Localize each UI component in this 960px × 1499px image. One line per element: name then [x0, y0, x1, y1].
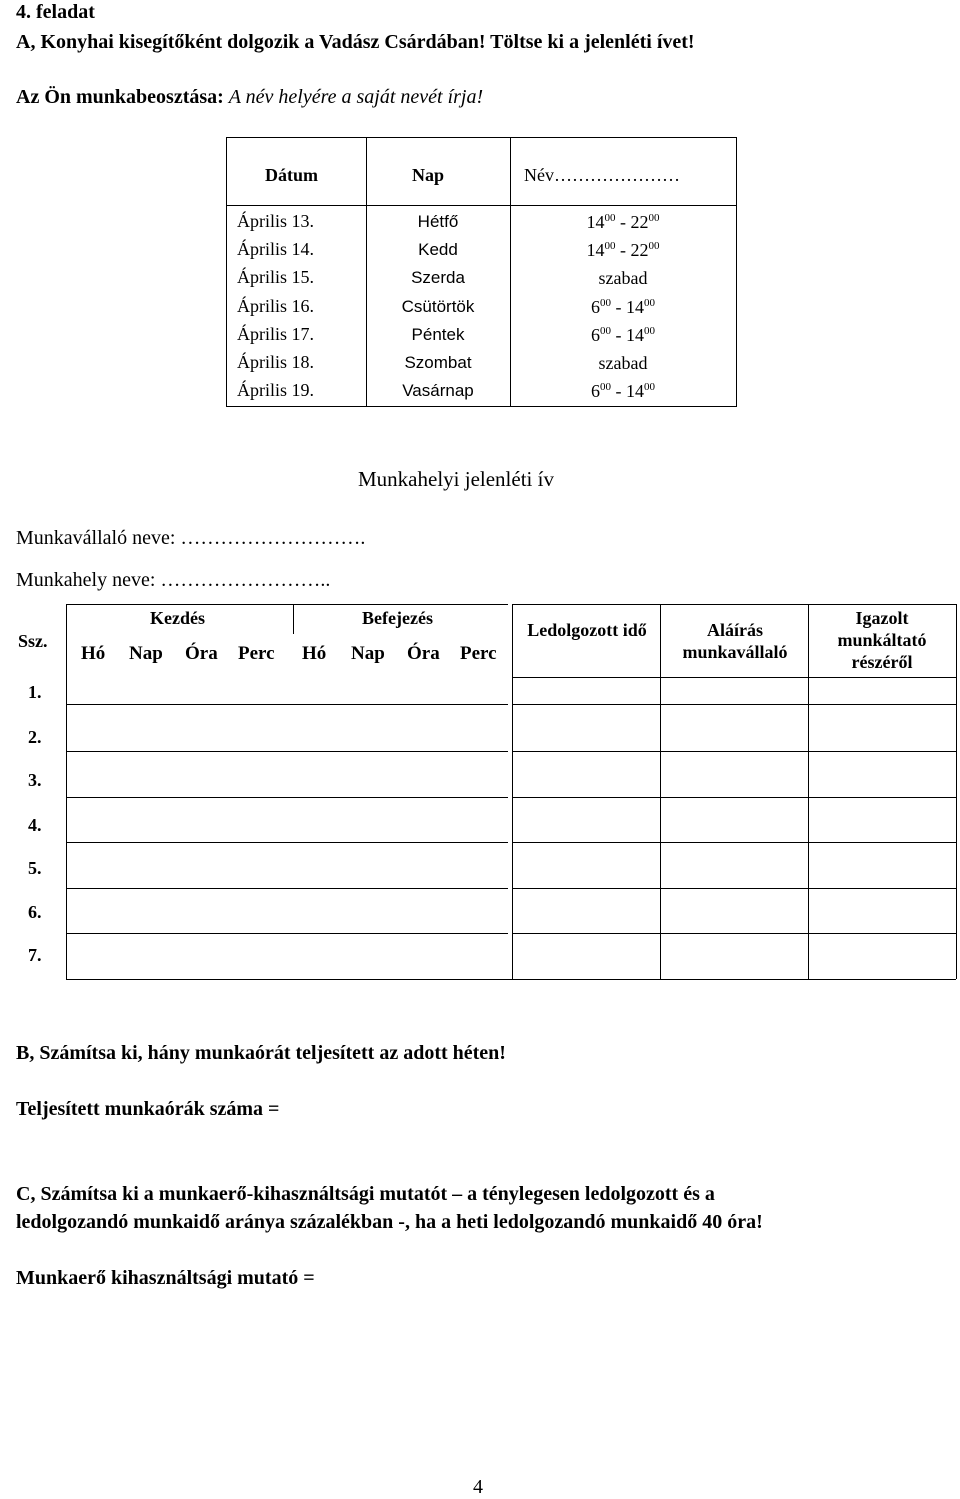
shift-end-h: 14	[626, 296, 644, 317]
task-heading: 4. feladat	[16, 1, 95, 23]
schedule-shift	[510, 267, 736, 289]
attendance-col-verified: Igazolt munkáltató részéről	[837, 608, 927, 672]
shift-start-h: 6	[591, 324, 600, 345]
schedule-col-date: Dátum	[265, 165, 318, 185]
shift-start-h: 6	[591, 381, 600, 402]
attendance-row-no: 3.	[28, 770, 42, 790]
shift-sep: -	[615, 240, 631, 261]
schedule-date: Április 15.	[237, 267, 315, 288]
shift-end-m: 00	[644, 381, 655, 394]
schedule-intro-label: Az Ön munkabeosztása:	[16, 86, 224, 108]
schedule-date: Április 17.	[237, 323, 315, 344]
attendance-row-no: 4.	[28, 815, 42, 835]
schedule-date: Április 18.	[237, 352, 315, 372]
schedule-shift	[510, 211, 736, 233]
attendance-row-no: 1.	[28, 682, 42, 702]
task-b-text: B, Számítsa ki, hány munkaórát teljesített az adott héten!	[16, 1042, 506, 1064]
schedule-day: Péntek	[411, 324, 465, 344]
shift-start-m: 00	[600, 296, 611, 309]
attendance-title: Munkahelyi jelenléti ív	[358, 467, 554, 491]
schedule-intro-instruction: A név helyére a saját nevét írja!	[228, 86, 484, 108]
schedule-shift	[510, 352, 736, 374]
shift-start-h: 14	[586, 212, 605, 232]
schedule-table	[226, 137, 737, 407]
schedule-day: Szombat	[404, 353, 472, 372]
attendance-col-no: Ssz.	[18, 631, 48, 651]
task-c-line2: ledolgozandó munkaidő aránya százalékban -, ha a heti ledolgozandó munkaidő 40 óra!	[16, 1211, 763, 1233]
task-c-line1: C, Számítsa ki a munkaerő-kihasználtsági mutatót – a ténylegesen ledolgozott és a	[16, 1183, 715, 1205]
shift-start-m: 00	[600, 381, 611, 394]
sub-col-start-hour: Óra	[185, 643, 218, 664]
task-a-text: A, Konyhai kisegítőként dolgozik a Vadász Csárdában! Töltse ki a jelenléti ívet!	[16, 31, 695, 53]
schedule-shift	[510, 296, 736, 318]
sub-col-start-day: Nap	[129, 643, 163, 664]
schedule-date: Április 19.	[237, 380, 315, 401]
attendance-group-start: Kezdés	[150, 608, 205, 628]
ratio-label: Munkaerő kihasználtsági mutató =	[16, 1267, 315, 1289]
schedule-col-day: Nap	[412, 165, 445, 185]
shift-end-m: 00	[644, 324, 655, 337]
sub-col-start-minute: Perc	[238, 643, 275, 664]
schedule-shift	[510, 239, 736, 261]
shift-start-h: 14	[586, 240, 605, 261]
shift-sep: -	[611, 296, 626, 317]
attendance-col-sign: Aláírás munkavállaló	[682, 620, 788, 662]
shift-start-h: 6	[591, 296, 600, 317]
schedule-date: Április 16.	[237, 295, 315, 316]
schedule-day: Vasárnap	[402, 381, 474, 401]
shift-end-h: 22	[630, 240, 649, 261]
shift-end-m: 00	[648, 212, 660, 224]
schedule-col-name: Név…………………	[524, 165, 680, 185]
attendance-row-no: 6.	[28, 902, 42, 922]
attendance-row-no: 5.	[28, 858, 42, 878]
schedule-date: Április 14.	[237, 239, 315, 260]
schedule-shift	[510, 324, 736, 346]
shift-start-m: 00	[600, 324, 611, 337]
schedule-shift	[510, 380, 736, 402]
shift-sep: -	[611, 381, 626, 402]
shift-end-m: 00	[644, 296, 655, 309]
schedule-day: Kedd	[418, 240, 458, 260]
employee-name-label: Munkavállaló neve: ……………………….	[16, 527, 366, 549]
attendance-group-end: Befejezés	[362, 608, 433, 628]
hours-label: Teljesített munkaórák száma =	[16, 1098, 280, 1120]
shift-free: szabad	[598, 353, 648, 373]
shift-sep: -	[615, 212, 631, 232]
attendance-row-no: 2.	[28, 727, 42, 747]
shift-start-m: 00	[604, 240, 616, 253]
shift-end-h: 22	[630, 212, 649, 232]
sub-col-end-month: Hó	[302, 643, 327, 664]
shift-start-m: 00	[604, 212, 616, 224]
schedule-date: Április 13.	[237, 211, 315, 231]
shift-end-h: 14	[626, 324, 644, 345]
sub-col-end-hour: Óra	[407, 643, 440, 664]
sub-col-end-minute: Perc	[460, 643, 497, 664]
attendance-row-no: 7.	[28, 945, 42, 965]
schedule-day: Csütörtök	[401, 296, 475, 316]
shift-end-m: 00	[648, 240, 660, 253]
attendance-col-worked: Ledolgozott idő	[527, 620, 647, 640]
workplace-label: Munkahely neve: ……………………..	[16, 569, 331, 591]
schedule-day: Hétfő	[417, 212, 459, 231]
shift-free: szabad	[598, 268, 648, 289]
shift-end-h: 14	[626, 381, 644, 402]
schedule-intro	[16, 85, 483, 109]
sub-col-end-day: Nap	[351, 643, 385, 664]
sub-col-start-month: Hó	[81, 643, 106, 664]
page-number: 4	[473, 1476, 483, 1498]
schedule-day: Szerda	[411, 268, 465, 288]
shift-sep: -	[611, 324, 626, 345]
